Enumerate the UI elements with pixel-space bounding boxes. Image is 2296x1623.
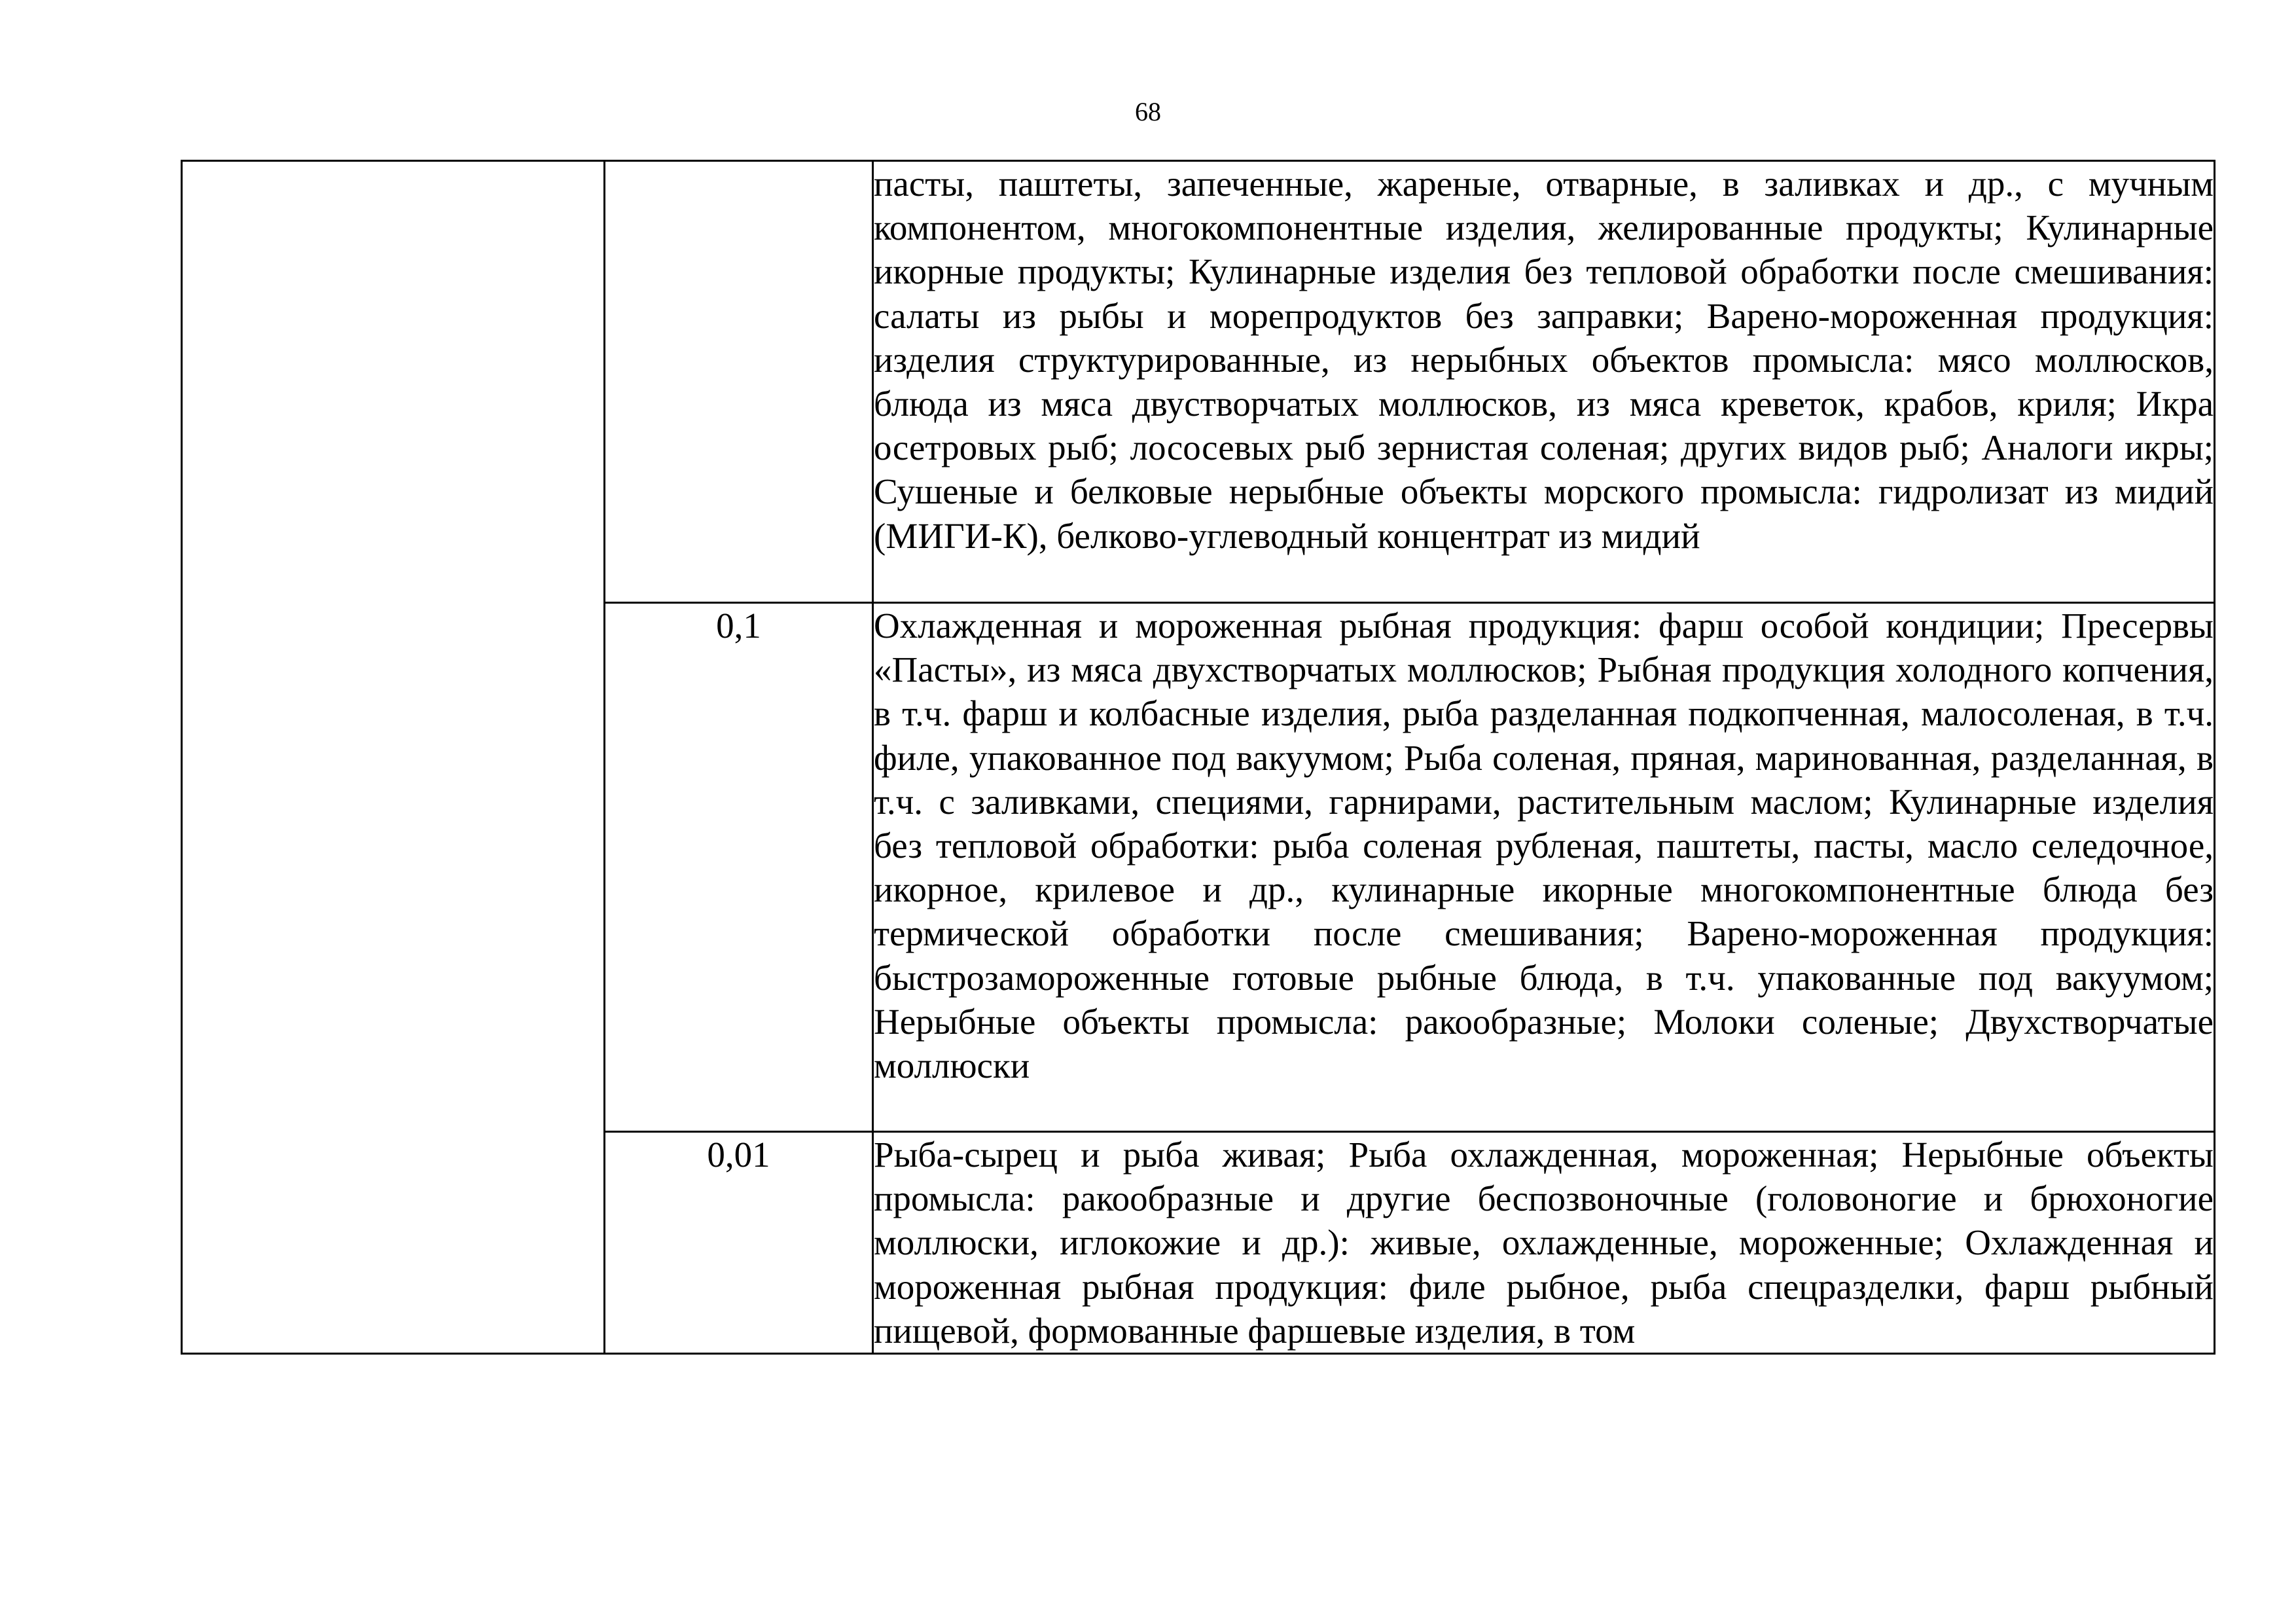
products-text: пасты, паштеты, запеченные, жареные, отварные, в заливках и др., с мучным компонентом, многокомпонентные изделия, желированные продукты; Кулинарные икорные продукты; Кулинарные изделия без тепловой обработки после смешивания: салаты из рыбы и морепродуктов без заправки; Варено-мороженная продукция: изделия структурированные, из нерыбных объектов промысла: мясо моллюсков, блюда из мяса двустворчатых моллюсков, из мяса креветок, крабов, криля; Икра осетровых рыб; лососевых рыб зернистая соленая; других видов рыб; Аналоги икры; Сушеные и белковые нерыбные объекты морского промысла: гидролизат из мидий (МИГИ-К), белково-углеводный концентрат из мидий xyxy=(874,164,2214,556)
table-row xyxy=(182,161,2215,603)
table-cell-limit: 0,01 xyxy=(605,1132,873,1354)
table-cell-products xyxy=(873,603,2215,1132)
table-cell-limit xyxy=(605,161,873,603)
products-text: Рыба-сырец и рыба живая; Рыба охлажденная, мороженная; Нерыбные объекты промысла: ракообразные и другие беспозвоночные (головоногие и брюхоногие моллюски, иглокожие и др.): живые, охлажденные, мороженные; Охлажденная и мороженная рыбная продукция: филе рыбное, рыба спецразделки, фарш рыбный пищевой, формованные фаршевые изделия, в том xyxy=(874,1135,2214,1351)
table-cell-products xyxy=(873,1132,2215,1354)
page-number: 68 xyxy=(1135,97,1161,126)
table-cell-category xyxy=(182,161,605,1354)
table-cell-products xyxy=(873,161,2215,603)
products-text: Охлажденная и мороженная рыбная продукция: фарш особой кондиции; Пресервы «Пасты», из мяса двухстворчатых моллюсков; Рыбная продукция холодного копчения, в т.ч. фарш и колбасные изделия, рыба разделанная подкопченная, малосоленая, в т.ч. филе, упакованное под вакуумом; Рыба соленая, пряная, маринованная, разделанная, в т.ч. с заливками, специями, гарнирами, растительным маслом; Кулинарные изделия без тепловой обработки: рыба соленая рубленая, паштеты, пасты, масло селедочное, икорное, крилевое и др., кулинарные икорные многокомпонентные блюда без термической обработки после смешивания; Варено-мороженная продукция: быстрозамороженные готовые рыбные блюда, в т.ч. упакованные под вакуумом; Нерыбные объекты промысла: ракообразные; Молоки соленые; Двухстворчатые моллюски xyxy=(874,606,2214,1086)
table-cell-limit: 0,1 xyxy=(605,603,873,1132)
regulation-table xyxy=(181,160,2215,1355)
